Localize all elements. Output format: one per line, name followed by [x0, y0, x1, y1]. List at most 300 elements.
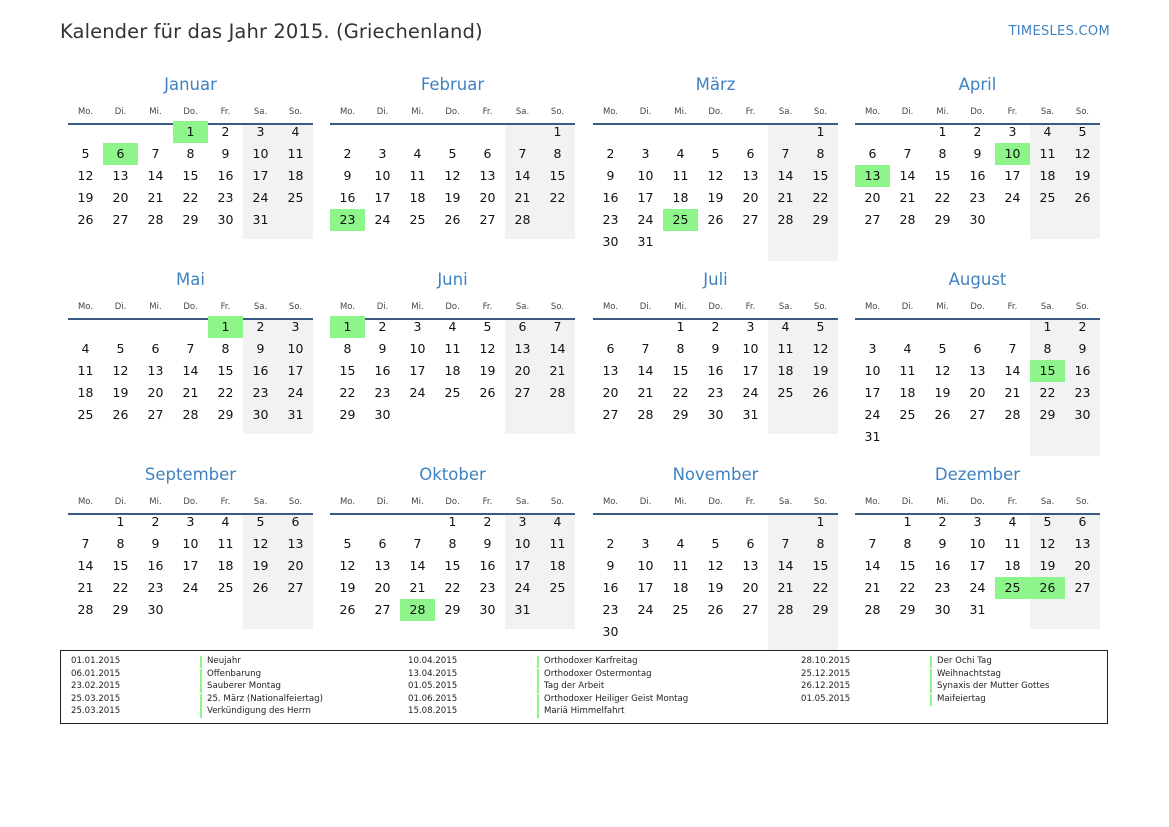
- day-cell: 24: [514, 580, 531, 595]
- day-cell: 29: [812, 212, 829, 227]
- holiday-marker: [537, 656, 539, 668]
- day-cell: 17: [864, 385, 881, 400]
- day-cell: 13: [479, 168, 496, 183]
- day-cell: 1: [448, 514, 457, 529]
- day-cell: 2: [256, 319, 265, 334]
- weekday-header: Mi.: [674, 497, 687, 507]
- day-cell: 11: [77, 363, 94, 378]
- day-cell: 24: [1004, 190, 1021, 205]
- day-cell: 17: [287, 363, 304, 378]
- weekday-header: Do.: [970, 107, 985, 117]
- holiday-marker: [200, 694, 202, 706]
- day-cell: 31: [514, 602, 531, 617]
- day-cell: 19: [444, 190, 461, 205]
- day-cell: 22: [444, 580, 461, 595]
- day-cell: 23: [707, 385, 724, 400]
- weekday-header: Fr.: [1007, 497, 1018, 507]
- day-cell: 26: [77, 212, 94, 227]
- day-cell: 10: [287, 341, 304, 356]
- weekday-header: Fr.: [1007, 107, 1018, 117]
- day-cell: 3: [973, 514, 982, 529]
- weekday-header: Sa.: [1040, 302, 1055, 312]
- day-cell: 12: [339, 558, 356, 573]
- day-cell: 11: [409, 168, 426, 183]
- day-cell: 11: [672, 558, 689, 573]
- day-cell: 31: [637, 234, 654, 249]
- day-cell: 25: [77, 407, 94, 422]
- day-cell: 28: [77, 602, 94, 617]
- day-cell: 20: [1074, 558, 1091, 573]
- day-cell: 2: [151, 514, 160, 529]
- day-cell: 21: [77, 580, 94, 595]
- day-cell: 9: [938, 536, 947, 551]
- weekday-header: So.: [288, 302, 303, 312]
- day-cell: 25: [1039, 190, 1056, 205]
- day-cell: 1: [816, 514, 825, 529]
- holiday-name: Mariä Himmelfahrt: [544, 706, 625, 717]
- day-cell: 1: [903, 514, 912, 529]
- holiday-marker: [930, 656, 932, 668]
- weekday-header: Sa.: [1040, 497, 1055, 507]
- day-cell: 27: [602, 407, 619, 422]
- day-cell: 14: [777, 558, 794, 573]
- day-cell: 27: [1074, 580, 1091, 595]
- day-cell: 25: [549, 580, 566, 595]
- day-cell: 4: [81, 341, 90, 356]
- day-cell: 16: [602, 580, 619, 595]
- weekday-header: Mo.: [602, 107, 619, 117]
- day-cell: 5: [81, 146, 90, 161]
- day-cell: 29: [182, 212, 199, 227]
- weekday-header: Sa.: [778, 107, 793, 117]
- day-cell: 14: [147, 168, 164, 183]
- holiday-date: 23.02.2015: [71, 681, 121, 692]
- day-cell: 31: [252, 212, 269, 227]
- day-cell: 14: [864, 558, 881, 573]
- month-name: November: [672, 465, 759, 484]
- day-cell: 1: [676, 319, 685, 334]
- day-cell: 12: [77, 168, 94, 183]
- day-cell: 24: [252, 190, 269, 205]
- day-cell: 8: [186, 146, 195, 161]
- weekday-header: Fr.: [220, 107, 231, 117]
- day-cell: 26: [252, 580, 269, 595]
- weekday-header: Fr.: [482, 107, 493, 117]
- holiday-day-cell: 1: [330, 316, 365, 338]
- day-cell: 11: [1039, 146, 1056, 161]
- day-cell: 13: [969, 363, 986, 378]
- day-cell: 24: [409, 385, 426, 400]
- day-cell: 3: [518, 514, 527, 529]
- weekday-header: Mo.: [339, 107, 356, 117]
- day-cell: 28: [777, 212, 794, 227]
- day-cell: 27: [742, 602, 759, 617]
- day-cell: 22: [899, 580, 916, 595]
- day-cell: 7: [781, 536, 790, 551]
- day-cell: 19: [1039, 558, 1056, 573]
- day-cell: 14: [182, 363, 199, 378]
- day-cell: 27: [969, 407, 986, 422]
- day-cell: 30: [1074, 407, 1091, 422]
- day-cell: 26: [707, 212, 724, 227]
- holiday-day-cell: 25: [995, 577, 1030, 599]
- day-cell: 16: [602, 190, 619, 205]
- day-cell: 30: [707, 407, 724, 422]
- day-cell: 15: [812, 168, 829, 183]
- day-cell: 27: [287, 580, 304, 595]
- weekday-header: Mo.: [864, 107, 881, 117]
- day-cell: 24: [637, 602, 654, 617]
- day-cell: 28: [514, 212, 531, 227]
- day-cell: 20: [602, 385, 619, 400]
- day-cell: 5: [711, 536, 720, 551]
- holiday-day-cell: 13: [855, 165, 890, 187]
- day-cell: 8: [816, 536, 825, 551]
- day-cell: 6: [378, 536, 387, 551]
- day-cell: 5: [116, 341, 125, 356]
- holiday-date: 01.01.2015: [71, 656, 121, 666]
- day-cell: 9: [606, 558, 615, 573]
- day-cell: 24: [742, 385, 759, 400]
- weekday-header: Mo.: [864, 497, 881, 507]
- day-cell: 5: [448, 146, 457, 161]
- weekday-header: Mi.: [674, 302, 687, 312]
- day-cell: 20: [742, 580, 759, 595]
- day-cell: 16: [707, 363, 724, 378]
- day-cell: 2: [973, 124, 982, 139]
- day-cell: 4: [1008, 514, 1017, 529]
- day-cell: 24: [182, 580, 199, 595]
- day-cell: 9: [221, 146, 230, 161]
- day-cell: 9: [973, 146, 982, 161]
- weekday-header: So.: [813, 497, 828, 507]
- day-cell: 27: [112, 212, 129, 227]
- day-cell: 20: [969, 385, 986, 400]
- weekday-header: Fr.: [220, 302, 231, 312]
- holiday-marker: [200, 656, 202, 668]
- day-cell: 11: [444, 341, 461, 356]
- day-cell: 10: [742, 341, 759, 356]
- day-cell: 19: [812, 363, 829, 378]
- day-cell: 29: [899, 602, 916, 617]
- day-cell: 18: [77, 385, 94, 400]
- day-cell: 23: [602, 212, 619, 227]
- day-cell: 22: [934, 190, 951, 205]
- holiday-day-cell: 1: [208, 316, 243, 338]
- holiday-marker: [200, 669, 202, 681]
- weekday-header: Fr.: [220, 497, 231, 507]
- day-cell: 19: [252, 558, 269, 573]
- holiday-day-cell: 23: [330, 209, 365, 231]
- day-cell: 4: [221, 514, 230, 529]
- month-name: August: [948, 270, 1007, 289]
- holiday-name: Tag der Arbeit: [544, 681, 605, 692]
- weekday-header: Sa.: [253, 497, 268, 507]
- day-cell: 12: [1074, 146, 1091, 161]
- weekday-header: Do.: [445, 107, 460, 117]
- day-cell: 26: [339, 602, 356, 617]
- holiday-marker: [537, 706, 539, 718]
- day-cell: 7: [81, 536, 90, 551]
- day-cell: 28: [147, 212, 164, 227]
- day-cell: 21: [637, 385, 654, 400]
- day-cell: 14: [899, 168, 916, 183]
- day-cell: 4: [676, 536, 685, 551]
- day-cell: 16: [217, 168, 234, 183]
- day-cell: 29: [444, 602, 461, 617]
- weekday-header: Fr.: [745, 107, 756, 117]
- weekday-header: So.: [550, 497, 565, 507]
- day-cell: 13: [112, 168, 129, 183]
- weekday-header: Sa.: [515, 107, 530, 117]
- day-cell: 12: [934, 363, 951, 378]
- day-cell: 17: [637, 580, 654, 595]
- holiday-marker: [537, 694, 539, 706]
- day-cell: 12: [707, 168, 724, 183]
- weekday-header: Do.: [708, 497, 723, 507]
- day-cell: 3: [256, 124, 265, 139]
- day-cell: 8: [116, 536, 125, 551]
- day-cell: 7: [151, 146, 160, 161]
- weekday-header: Sa.: [515, 302, 530, 312]
- day-cell: 3: [746, 319, 755, 334]
- weekday-header: Mo.: [602, 497, 619, 507]
- day-cell: 18: [1004, 558, 1021, 573]
- day-cell: 21: [899, 190, 916, 205]
- day-cell: 20: [147, 385, 164, 400]
- holiday-date: 25.12.2015: [801, 668, 851, 679]
- day-cell: 23: [374, 385, 391, 400]
- day-cell: 15: [672, 363, 689, 378]
- day-cell: 8: [343, 341, 352, 356]
- day-cell: 27: [147, 407, 164, 422]
- day-cell: 30: [374, 407, 391, 422]
- day-cell: 18: [1039, 168, 1056, 183]
- page-title: Kalender für das Jahr 2015. (Griechenland): [60, 20, 483, 43]
- day-cell: 4: [903, 341, 912, 356]
- day-cell: 8: [448, 536, 457, 551]
- day-cell: 10: [409, 341, 426, 356]
- weekday-header: Mo.: [77, 302, 94, 312]
- weekday-header: Mo.: [864, 302, 881, 312]
- day-cell: 30: [602, 624, 619, 639]
- holiday-marker: [930, 694, 932, 706]
- day-cell: 21: [409, 580, 426, 595]
- day-cell: 17: [374, 190, 391, 205]
- day-cell: 4: [413, 146, 422, 161]
- day-cell: 29: [217, 407, 234, 422]
- weekday-header: Di.: [639, 107, 652, 117]
- day-cell: 16: [374, 363, 391, 378]
- month-name: Mai: [176, 270, 205, 289]
- day-cell: 6: [518, 319, 527, 334]
- day-cell: 21: [514, 190, 531, 205]
- holiday-marker: [200, 706, 202, 718]
- day-cell: 21: [147, 190, 164, 205]
- day-cell: 5: [1043, 514, 1052, 529]
- day-cell: 9: [711, 341, 720, 356]
- day-cell: 10: [182, 536, 199, 551]
- holiday-name: Synaxis der Mutter Gottes: [937, 681, 1050, 692]
- month-name: Dezember: [934, 465, 1021, 484]
- day-cell: 7: [1008, 341, 1017, 356]
- day-cell: 30: [252, 407, 269, 422]
- day-cell: 10: [374, 168, 391, 183]
- day-cell: 6: [973, 341, 982, 356]
- day-cell: 20: [864, 190, 881, 205]
- weekday-header: Di.: [376, 107, 389, 117]
- day-cell: 26: [479, 385, 496, 400]
- day-cell: 6: [1078, 514, 1087, 529]
- weekday-header: Sa.: [515, 497, 530, 507]
- day-cell: 6: [606, 341, 615, 356]
- day-cell: 5: [1078, 124, 1087, 139]
- month-name: Juli: [703, 270, 728, 289]
- day-cell: 12: [252, 536, 269, 551]
- holiday-name: Maifeiertag: [937, 693, 986, 704]
- day-cell: 13: [374, 558, 391, 573]
- day-cell: 3: [868, 341, 877, 356]
- day-cell: 25: [777, 385, 794, 400]
- day-cell: 22: [549, 190, 566, 205]
- day-cell: 1: [1043, 319, 1052, 334]
- weekday-header: So.: [1075, 497, 1090, 507]
- day-cell: 10: [252, 146, 269, 161]
- day-cell: 4: [291, 124, 300, 139]
- day-cell: 29: [812, 602, 829, 617]
- day-cell: 6: [483, 146, 492, 161]
- holiday-name: Orthodoxer Karfreitag: [544, 656, 638, 666]
- day-cell: 31: [742, 407, 759, 422]
- holiday-name: 25. März (Nationalfeiertag): [207, 693, 323, 704]
- day-cell: 24: [287, 385, 304, 400]
- day-cell: 18: [672, 190, 689, 205]
- day-cell: 23: [969, 190, 986, 205]
- day-cell: 7: [413, 536, 422, 551]
- month-name: Juni: [437, 270, 468, 289]
- day-cell: 21: [777, 190, 794, 205]
- weekday-header: Di.: [114, 302, 127, 312]
- holiday-date: 25.03.2015: [71, 706, 121, 717]
- day-cell: 8: [676, 341, 685, 356]
- holiday-date: 01.05.2015: [801, 693, 851, 704]
- day-cell: 12: [479, 341, 496, 356]
- holiday-name: Orthodoxer Heiliger Geist Montag: [544, 693, 689, 704]
- day-cell: 24: [864, 407, 881, 422]
- day-cell: 25: [672, 602, 689, 617]
- day-cell: 20: [479, 190, 496, 205]
- day-cell: 27: [374, 602, 391, 617]
- day-cell: 19: [707, 580, 724, 595]
- day-cell: 6: [291, 514, 300, 529]
- day-cell: 2: [221, 124, 230, 139]
- day-cell: 21: [777, 580, 794, 595]
- day-cell: 30: [934, 602, 951, 617]
- day-cell: 2: [378, 319, 387, 334]
- day-cell: 22: [1039, 385, 1056, 400]
- day-cell: 7: [641, 341, 650, 356]
- holiday-marker: [930, 669, 932, 681]
- day-cell: 27: [742, 212, 759, 227]
- day-cell: 23: [1074, 385, 1091, 400]
- day-cell: 3: [641, 536, 650, 551]
- day-cell: 20: [112, 190, 129, 205]
- day-cell: 3: [378, 146, 387, 161]
- day-cell: 8: [1043, 341, 1052, 356]
- weekday-header: Fr.: [745, 302, 756, 312]
- day-cell: 8: [221, 341, 230, 356]
- day-cell: 13: [147, 363, 164, 378]
- day-cell: 7: [868, 536, 877, 551]
- day-cell: 14: [637, 363, 654, 378]
- weekday-header: Do.: [445, 302, 460, 312]
- day-cell: 7: [903, 146, 912, 161]
- holiday-date: 15.08.2015: [408, 706, 458, 717]
- day-cell: 30: [147, 602, 164, 617]
- day-cell: 17: [969, 558, 986, 573]
- day-cell: 5: [343, 536, 352, 551]
- day-cell: 5: [256, 514, 265, 529]
- day-cell: 10: [864, 363, 881, 378]
- weekday-header: So.: [813, 107, 828, 117]
- weekday-header: Sa.: [253, 107, 268, 117]
- day-cell: 1: [116, 514, 125, 529]
- day-cell: 31: [969, 602, 986, 617]
- day-cell: 2: [483, 514, 492, 529]
- brand-link[interactable]: TIMESLES.COM: [1008, 24, 1110, 39]
- holiday-name: Orthodoxer Ostermontag: [544, 668, 652, 679]
- day-cell: 26: [812, 385, 829, 400]
- day-cell: 28: [637, 407, 654, 422]
- day-cell: 14: [514, 168, 531, 183]
- day-cell: 31: [864, 429, 881, 444]
- day-cell: 3: [413, 319, 422, 334]
- weekday-header: Mo.: [339, 302, 356, 312]
- weekday-header: Di.: [901, 107, 914, 117]
- weekday-header: Mi.: [411, 302, 424, 312]
- day-cell: 24: [637, 212, 654, 227]
- holiday-day-cell: 1: [173, 121, 208, 143]
- day-cell: 15: [444, 558, 461, 573]
- day-cell: 19: [77, 190, 94, 205]
- day-cell: 2: [711, 319, 720, 334]
- day-cell: 9: [151, 536, 160, 551]
- holiday-name: Der Ochi Tag: [937, 656, 992, 666]
- day-cell: 15: [217, 363, 234, 378]
- day-cell: 23: [252, 385, 269, 400]
- day-cell: 13: [514, 341, 531, 356]
- day-cell: 6: [868, 146, 877, 161]
- day-cell: 28: [1004, 407, 1021, 422]
- month-name: Februar: [420, 75, 485, 94]
- day-cell: 18: [672, 580, 689, 595]
- weekday-header: Mo.: [77, 107, 94, 117]
- day-cell: 22: [217, 385, 234, 400]
- holiday-day-cell: 25: [663, 209, 698, 231]
- day-cell: 14: [77, 558, 94, 573]
- weekday-header: Do.: [970, 302, 985, 312]
- day-cell: 17: [514, 558, 531, 573]
- day-cell: 8: [903, 536, 912, 551]
- weekday-header: Di.: [639, 497, 652, 507]
- day-cell: 13: [742, 558, 759, 573]
- day-cell: 22: [182, 190, 199, 205]
- day-cell: 28: [182, 407, 199, 422]
- holiday-day-cell: 26: [1030, 577, 1065, 599]
- day-cell: 26: [444, 212, 461, 227]
- weekday-header: Mi.: [936, 107, 949, 117]
- day-cell: 23: [479, 580, 496, 595]
